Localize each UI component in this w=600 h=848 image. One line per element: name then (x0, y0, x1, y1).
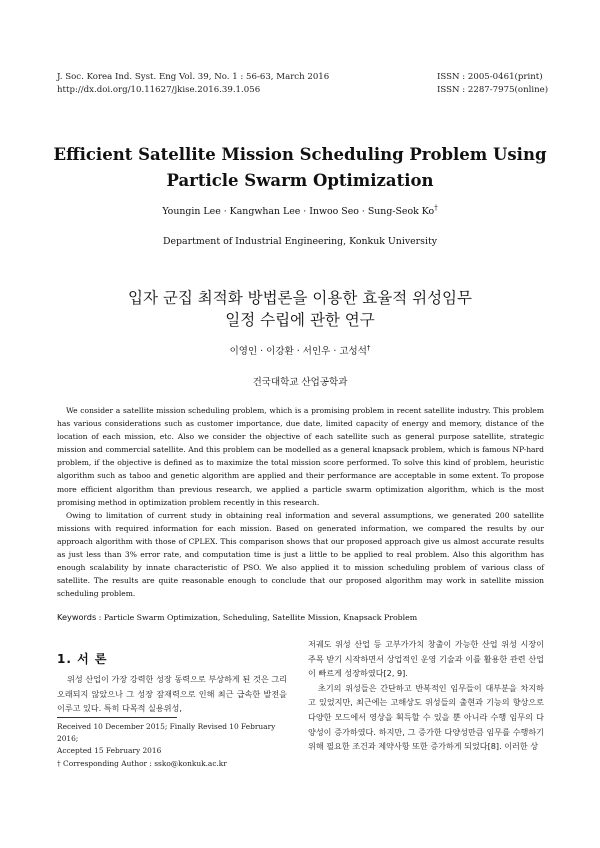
journal-info (57, 71, 329, 97)
keywords-text: : Particle Swarm Optimization, Scheduling, Satellite Mission, Knapsack Problem (98, 613, 418, 622)
keywords (57, 612, 544, 622)
authors-english (0, 204, 600, 217)
intro-paragraph-continued: 저궤도 위성 산업 등 고부가가치 창출이 가능한 산업 위성 시장이 주목 받기 시작하면서 상업적인 운영 기술과 이를 활용한 관련 산업이 빠르게 성장하였다[2, 9]. (308, 639, 544, 679)
author-names-english: Youngin Lee · Kangwhan Lee · Inwoo Seo · Sung-Seok Ko (162, 206, 435, 218)
authors-korean (0, 343, 600, 357)
intro-paragraph-1: 위성 산업이 가장 강력한 성장 동력으로 부상하게 된 것은 그리 오래되지 않았으나 그 성장 잠재력으로 인해 최근 급속한 발전을 이루고 있다. 특히 다목적 실용위성, (57, 674, 287, 714)
body-column-right (308, 637, 544, 754)
footnote-divider (57, 717, 177, 718)
title-korean (0, 287, 600, 331)
intro-paragraph-2: 초기의 위성들은 간단하고 반복적인 임무들이 대부분을 차지하고 있었지만, 최근에는 고해상도 위성들의 출현과 기능의 향상으로 다양한 모드에서 영상을 획득할 수 있을 뿐 아니라 수행 임무의 다양성이 증가하였다. 하지만, 그 증가한 다양성만큼 임무를 수행하기 위해 필요한 조건과 제약사항 또한 증가하게 되었다[8]. 이러한 상 (308, 682, 544, 752)
accepted-date: Accepted 15 February 2016 (57, 746, 162, 756)
journal-citation: J. Soc. Korea Ind. Syst. Eng Vol. 39, No. 1 : 56-63, March 2016 (57, 72, 330, 82)
corresponding-mark: † (434, 204, 438, 212)
issn-print: ISSN : 2005-0461(print) (437, 72, 543, 82)
footnote (57, 721, 292, 770)
corresponding-author: † Corresponding Author : ssko@konkuk.ac.kr (57, 758, 227, 768)
body-column-left (57, 672, 287, 716)
corresponding-mark-korean: † (366, 343, 371, 352)
affiliation-korean: 건국대학교 산업공학과 (252, 377, 348, 388)
title-english-line2: Particle Swarm Optimization (166, 171, 434, 190)
abstract-paragraph-1: We consider a satellite mission scheduling problem, which is a promising problem in recent satellite industry. This problem has various considerations such as customer importance, due date, limited capacity of energy and memory, distance of the location of each mission, etc. Also we consider the objective of each satellite such as general purpose satellite, strategic mission and commercial satellite. And this problem can be modelled as a general knapsack problem, which is famous NP-hard problem, if the objective is defined as to maximize the total mission score performed. To solve this kind of problem, heuristic algorithm such as taboo and genetic algorithm are applied and their performance are acceptable in some extent. To propose more efficient algorithm than previous research, we applied a particle swarm optimization algorithm, which is the most promising method in optimization problem recently in this research. (57, 406, 544, 507)
affiliation-english: Department of Industrial Engineering, Konkuk University (162, 236, 438, 247)
abstract-paragraph-2: Owing to limitation of current study in obtaining real information and several assumptions, we generated 200 satellite missions with required information for each mission. Based on generated information, we compared the results by our approach algorithm with those of CPLEX. This comparison shows that our proposed approach give us almost accurate results as just less than 3% error rate, and computation time is just a little to be applied to real problem. Also this algorithm has enough scalability by innate characteristic of PSO. We also applied it to mission scheduling problem of various class of satellite. The results are quite reasonable enough to conclude that our proposed algorithm may work in satellite mission scheduling problem. (57, 510, 544, 599)
doi-link[interactable]: http://dx.doi.org/10.11627/jkise.2016.39.1.056 (57, 85, 261, 95)
received-date: Received 10 December 2015; Finally Revised 10 February 2016; (57, 722, 276, 744)
author-names-korean: 이영인 · 이강환 · 서인우 · 고성석 (229, 346, 367, 357)
title-korean-line1: 입자 군집 최적화 방법론을 이용한 효율적 위성임무 (128, 289, 472, 307)
title-korean-line2: 일정 수립에 관한 연구 (225, 311, 375, 329)
issn-online: ISSN : 2287-7975(online) (437, 85, 549, 95)
issn-info (437, 71, 548, 97)
title-english-line1: Efficient Satellite Mission Scheduling Problem Using (53, 145, 547, 164)
section-heading-introduction: 1. 서 론 (57, 652, 108, 666)
keywords-label: Keywords (57, 612, 97, 622)
title-english (0, 142, 600, 194)
abstract (57, 404, 544, 600)
